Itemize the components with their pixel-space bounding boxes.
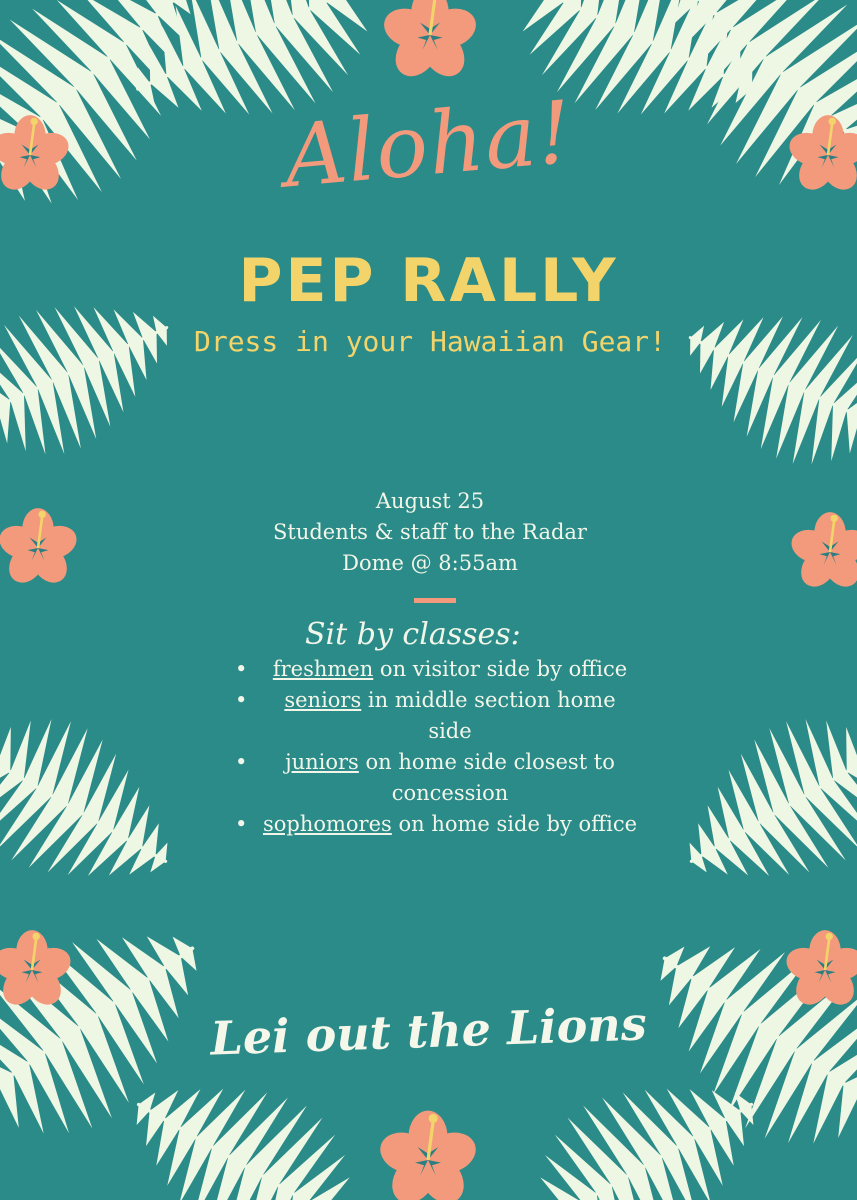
class-name: freshmen — [272, 657, 374, 681]
class-name: seniors — [284, 688, 362, 712]
palm-leaf-icon — [653, 694, 857, 928]
bullet: • — [235, 750, 248, 774]
bullet: • — [235, 812, 248, 836]
divider — [414, 598, 456, 603]
event-title: PEP RALLY — [238, 246, 619, 316]
hibiscus-icon — [0, 508, 81, 589]
seating-location: on home side by office — [391, 812, 638, 836]
greeting: Aloha! — [280, 82, 577, 208]
list-item — [230, 685, 650, 747]
bullet: • — [235, 688, 248, 712]
hibiscus-icon — [375, 1111, 481, 1200]
list-item — [230, 809, 650, 840]
classes-heading: Sit by classes: — [305, 617, 521, 652]
seating-location: in middle section home side — [361, 688, 616, 743]
seating-location: on home side closest to concession — [358, 750, 615, 805]
class-name: juniors — [285, 750, 359, 774]
list-item — [230, 747, 650, 809]
dress-code: Dress in your Hawaiian Gear! — [193, 325, 666, 358]
event-location-line-2: Dome @ 8:55am — [342, 551, 518, 575]
bullet: • — [235, 657, 248, 681]
palm-leaf-icon — [0, 694, 204, 928]
hibiscus-icon — [787, 512, 857, 593]
class-name: sophomores — [262, 812, 392, 836]
hibiscus-icon — [379, 0, 481, 84]
event-details — [200, 486, 660, 579]
list-item — [230, 654, 650, 685]
seating-list — [230, 654, 650, 840]
seating-location: on visitor side by office — [373, 657, 628, 681]
event-date: August 25 — [375, 489, 485, 513]
tagline: Lei out the Lions — [209, 996, 648, 1066]
event-location-line-1: Students & staff to the Radar — [273, 520, 587, 544]
